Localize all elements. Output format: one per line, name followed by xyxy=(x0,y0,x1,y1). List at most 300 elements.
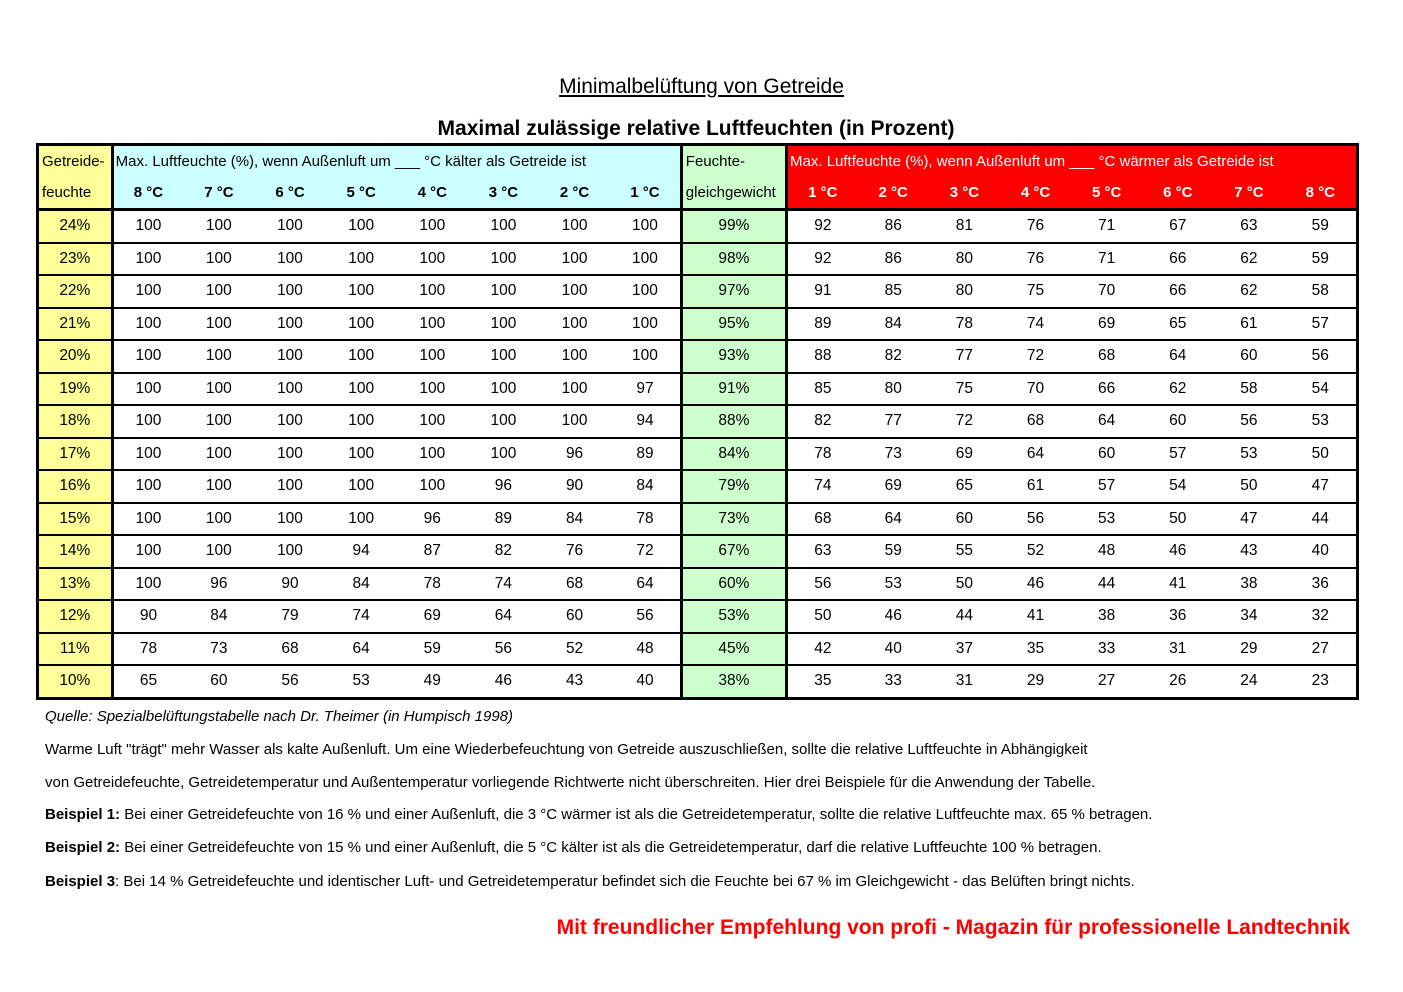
cold-value-cell: 100 xyxy=(610,308,681,341)
cold-degree-header: 4 °C xyxy=(397,177,468,210)
warm-value-cell: 29 xyxy=(1000,665,1071,697)
equilibrium-cell: 73% xyxy=(681,503,786,536)
warm-value-cell: 53 xyxy=(1071,503,1142,536)
cold-value-cell: 84 xyxy=(183,600,254,633)
warm-value-cell: 82 xyxy=(787,405,858,438)
warm-value-cell: 70 xyxy=(1071,275,1142,308)
cold-value-cell: 100 xyxy=(326,210,397,243)
cold-value-cell: 100 xyxy=(397,275,468,308)
warm-value-cell: 64 xyxy=(858,503,929,536)
cold-value-cell: 100 xyxy=(254,438,325,471)
warm-value-cell: 84 xyxy=(858,308,929,341)
cold-degree-header: 7 °C xyxy=(183,177,254,210)
cold-value-cell: 100 xyxy=(183,275,254,308)
equilibrium-cell: 95% xyxy=(681,308,786,341)
warm-value-cell: 59 xyxy=(858,535,929,568)
warm-value-cell: 24 xyxy=(1213,665,1284,697)
cold-value-cell: 100 xyxy=(468,275,539,308)
warm-value-cell: 35 xyxy=(787,665,858,697)
example-1-text: Bei einer Getreidefeuchte von 16 % und einer Außenluft, die 3 °C wärmer ist als die Getreidetemperatur, sollte die relative Luftfeuchte max. 65 % betragen. xyxy=(120,806,1153,823)
warm-value-cell: 75 xyxy=(1000,275,1071,308)
warm-group-header: Max. Luftfeuchte (%), wenn Außenluft um ___ °C wärmer als Getreide ist xyxy=(787,146,1356,177)
cold-value-cell: 100 xyxy=(326,275,397,308)
warm-value-cell: 63 xyxy=(1213,210,1284,243)
cold-value-cell: 100 xyxy=(112,470,183,503)
cold-value-cell: 52 xyxy=(539,633,610,666)
header-row-1 xyxy=(39,146,1356,177)
cold-value-cell: 84 xyxy=(539,503,610,536)
warm-value-cell: 38 xyxy=(1071,600,1142,633)
cold-value-cell: 100 xyxy=(326,373,397,406)
cold-value-cell: 100 xyxy=(112,373,183,406)
cold-value-cell: 100 xyxy=(397,340,468,373)
cold-degree-header: 2 °C xyxy=(539,177,610,210)
warm-value-cell: 57 xyxy=(1071,470,1142,503)
cold-value-cell: 100 xyxy=(254,308,325,341)
humidity-table xyxy=(39,146,1356,697)
example-3-label: Beispiel 3 xyxy=(45,873,116,890)
moisture-cell: 22% xyxy=(39,275,112,308)
cold-value-cell: 64 xyxy=(326,633,397,666)
equilibrium-cell: 79% xyxy=(681,470,786,503)
table-row xyxy=(39,503,1356,536)
cold-value-cell: 56 xyxy=(468,633,539,666)
cold-value-cell: 100 xyxy=(183,535,254,568)
cold-value-cell: 56 xyxy=(610,600,681,633)
cold-value-cell: 96 xyxy=(539,438,610,471)
cold-value-cell: 100 xyxy=(112,210,183,243)
warm-value-cell: 37 xyxy=(929,633,1000,666)
cold-value-cell: 100 xyxy=(254,503,325,536)
cold-value-cell: 94 xyxy=(610,405,681,438)
warm-value-cell: 60 xyxy=(1142,405,1213,438)
warm-value-cell: 76 xyxy=(1000,243,1071,276)
cold-value-cell: 100 xyxy=(112,535,183,568)
cold-value-cell: 100 xyxy=(254,535,325,568)
warm-value-cell: 38 xyxy=(1213,568,1284,601)
cold-degree-header: 3 °C xyxy=(468,177,539,210)
cold-degree-header: 1 °C xyxy=(610,177,681,210)
warm-value-cell: 36 xyxy=(1285,568,1357,601)
warm-value-cell: 27 xyxy=(1071,665,1142,697)
warm-value-cell: 59 xyxy=(1285,210,1357,243)
warm-value-cell: 50 xyxy=(787,600,858,633)
cold-value-cell: 100 xyxy=(183,210,254,243)
equilibrium-cell: 67% xyxy=(681,535,786,568)
table-row xyxy=(39,665,1356,697)
cold-value-cell: 100 xyxy=(539,308,610,341)
warm-value-cell: 64 xyxy=(1142,340,1213,373)
cold-value-cell: 100 xyxy=(326,438,397,471)
moisture-cell: 16% xyxy=(39,470,112,503)
cold-value-cell: 79 xyxy=(254,600,325,633)
cold-value-cell: 100 xyxy=(468,373,539,406)
cold-value-cell: 100 xyxy=(326,405,397,438)
page-subtitle: Maximal zulässige relative Luftfeuchten (in Prozent) xyxy=(437,117,955,140)
warm-value-cell: 77 xyxy=(929,340,1000,373)
warm-value-cell: 81 xyxy=(929,210,1000,243)
source-note: Quelle: Spezialbelüftungstabelle nach Dr. Theimer (in Humpisch 1998) xyxy=(45,708,514,725)
warm-value-cell: 62 xyxy=(1142,373,1213,406)
equilibrium-cell: 88% xyxy=(681,405,786,438)
table-row xyxy=(39,470,1356,503)
cold-value-cell: 43 xyxy=(539,665,610,697)
warm-value-cell: 35 xyxy=(1000,633,1071,666)
cold-value-cell: 100 xyxy=(254,470,325,503)
cold-value-cell: 53 xyxy=(326,665,397,697)
moisture-cell: 21% xyxy=(39,308,112,341)
cold-value-cell: 100 xyxy=(183,308,254,341)
cold-value-cell: 73 xyxy=(183,633,254,666)
warm-value-cell: 76 xyxy=(1000,210,1071,243)
table-row xyxy=(39,535,1356,568)
warm-value-cell: 53 xyxy=(1213,438,1284,471)
warm-value-cell: 47 xyxy=(1213,503,1284,536)
cold-value-cell: 100 xyxy=(397,243,468,276)
warm-value-cell: 46 xyxy=(858,600,929,633)
warm-value-cell: 92 xyxy=(787,210,858,243)
table-row xyxy=(39,600,1356,633)
warm-value-cell: 33 xyxy=(858,665,929,697)
warm-value-cell: 85 xyxy=(858,275,929,308)
equilibrium-cell: 45% xyxy=(681,633,786,666)
cold-value-cell: 100 xyxy=(112,568,183,601)
warm-value-cell: 61 xyxy=(1213,308,1284,341)
warm-value-cell: 69 xyxy=(1071,308,1142,341)
example-1-label: Beispiel 1: xyxy=(45,806,121,823)
cold-value-cell: 84 xyxy=(610,470,681,503)
cold-value-cell: 100 xyxy=(539,405,610,438)
table-row xyxy=(39,568,1356,601)
cold-value-cell: 100 xyxy=(468,243,539,276)
cold-value-cell: 100 xyxy=(112,438,183,471)
warm-value-cell: 85 xyxy=(787,373,858,406)
warm-value-cell: 32 xyxy=(1285,600,1357,633)
warm-value-cell: 50 xyxy=(1285,438,1357,471)
cold-value-cell: 48 xyxy=(610,633,681,666)
warm-value-cell: 46 xyxy=(1000,568,1071,601)
cold-value-cell: 100 xyxy=(112,503,183,536)
warm-value-cell: 72 xyxy=(929,405,1000,438)
warm-value-cell: 48 xyxy=(1071,535,1142,568)
example-2-text: Bei einer Getreidefeuchte von 15 % und einer Außenluft, die 5 °C kälter ist als die Getreidetemperatur, darf die relative Luftfeuchte 100 % betragen. xyxy=(120,839,1102,856)
footer-recommendation: Mit freundlicher Empfehlung von profi - Magazin für professionelle Landtechnik xyxy=(556,916,1350,939)
cold-value-cell: 64 xyxy=(468,600,539,633)
warm-value-cell: 68 xyxy=(1071,340,1142,373)
cold-value-cell: 59 xyxy=(397,633,468,666)
warm-degree-header: 6 °C xyxy=(1142,177,1213,210)
cold-degree-header: 6 °C xyxy=(254,177,325,210)
cold-value-cell: 100 xyxy=(183,470,254,503)
cold-value-cell: 97 xyxy=(610,373,681,406)
moisture-cell: 19% xyxy=(39,373,112,406)
warm-value-cell: 77 xyxy=(858,405,929,438)
warm-value-cell: 41 xyxy=(1142,568,1213,601)
moisture-cell: 13% xyxy=(39,568,112,601)
warm-value-cell: 60 xyxy=(929,503,1000,536)
cold-value-cell: 56 xyxy=(254,665,325,697)
cold-value-cell: 100 xyxy=(112,405,183,438)
warm-value-cell: 63 xyxy=(787,535,858,568)
example-3-text: : Bei 14 % Getreidefeuchte und identischer Luft- und Getreidetemperatur befindet sich die Feuchte bei 67 % im Gleichgewicht - das Belüften bringt nichts. xyxy=(115,873,1135,890)
warm-degree-header: 8 °C xyxy=(1285,177,1357,210)
cold-value-cell: 90 xyxy=(112,600,183,633)
cold-value-cell: 76 xyxy=(539,535,610,568)
cold-value-cell: 96 xyxy=(397,503,468,536)
cold-value-cell: 100 xyxy=(397,308,468,341)
cold-value-cell: 100 xyxy=(539,275,610,308)
warm-value-cell: 71 xyxy=(1071,210,1142,243)
warm-value-cell: 80 xyxy=(929,275,1000,308)
warm-value-cell: 72 xyxy=(1000,340,1071,373)
cold-value-cell: 60 xyxy=(183,665,254,697)
warm-degree-header: 1 °C xyxy=(787,177,858,210)
cold-value-cell: 100 xyxy=(254,405,325,438)
example-2 xyxy=(45,839,1102,856)
warm-value-cell: 78 xyxy=(929,308,1000,341)
table-row xyxy=(39,243,1356,276)
warm-value-cell: 50 xyxy=(1142,503,1213,536)
warm-degree-header: 7 °C xyxy=(1213,177,1284,210)
warm-value-cell: 86 xyxy=(858,210,929,243)
example-1 xyxy=(45,806,1152,823)
warm-value-cell: 64 xyxy=(1000,438,1071,471)
warm-value-cell: 64 xyxy=(1071,405,1142,438)
cold-value-cell: 100 xyxy=(112,340,183,373)
warm-value-cell: 59 xyxy=(1285,243,1357,276)
cold-value-cell: 96 xyxy=(183,568,254,601)
cold-value-cell: 100 xyxy=(539,373,610,406)
table-row xyxy=(39,275,1356,308)
warm-value-cell: 61 xyxy=(1000,470,1071,503)
cold-value-cell: 89 xyxy=(468,503,539,536)
warm-value-cell: 42 xyxy=(787,633,858,666)
warm-value-cell: 50 xyxy=(929,568,1000,601)
table-row xyxy=(39,340,1356,373)
moisture-cell: 14% xyxy=(39,535,112,568)
cold-value-cell: 89 xyxy=(610,438,681,471)
table-row xyxy=(39,405,1356,438)
warm-value-cell: 88 xyxy=(787,340,858,373)
cold-value-cell: 100 xyxy=(397,405,468,438)
cold-value-cell: 100 xyxy=(610,340,681,373)
table-row xyxy=(39,438,1356,471)
warm-value-cell: 70 xyxy=(1000,373,1071,406)
warm-value-cell: 31 xyxy=(1142,633,1213,666)
table-row xyxy=(39,308,1356,341)
equilibrium-cell: 99% xyxy=(681,210,786,243)
cold-value-cell: 100 xyxy=(397,438,468,471)
cold-group-header: Max. Luftfeuchte (%), wenn Außenluft um ___ °C kälter als Getreide ist xyxy=(112,146,681,177)
cold-value-cell: 100 xyxy=(183,503,254,536)
moisture-cell: 12% xyxy=(39,600,112,633)
equilibrium-cell: 93% xyxy=(681,340,786,373)
warm-value-cell: 69 xyxy=(929,438,1000,471)
warm-value-cell: 80 xyxy=(929,243,1000,276)
table-row xyxy=(39,210,1356,243)
warm-value-cell: 60 xyxy=(1071,438,1142,471)
moisture-cell: 18% xyxy=(39,405,112,438)
cold-value-cell: 100 xyxy=(326,308,397,341)
moisture-cell: 15% xyxy=(39,503,112,536)
cold-value-cell: 100 xyxy=(610,275,681,308)
warm-value-cell: 55 xyxy=(929,535,1000,568)
moisture-header-top: Getreide- xyxy=(39,146,112,177)
example-2-label: Beispiel 2: xyxy=(45,839,121,856)
warm-value-cell: 40 xyxy=(1285,535,1357,568)
equilibrium-cell: 38% xyxy=(681,665,786,697)
warm-value-cell: 56 xyxy=(1000,503,1071,536)
warm-value-cell: 53 xyxy=(858,568,929,601)
warm-value-cell: 54 xyxy=(1285,373,1357,406)
warm-value-cell: 75 xyxy=(929,373,1000,406)
cold-value-cell: 100 xyxy=(610,210,681,243)
warm-value-cell: 56 xyxy=(1285,340,1357,373)
cold-value-cell: 100 xyxy=(539,210,610,243)
cold-value-cell: 100 xyxy=(254,243,325,276)
cold-value-cell: 90 xyxy=(254,568,325,601)
moisture-cell: 11% xyxy=(39,633,112,666)
warm-value-cell: 31 xyxy=(929,665,1000,697)
cold-value-cell: 100 xyxy=(183,243,254,276)
moisture-cell: 17% xyxy=(39,438,112,471)
warm-value-cell: 74 xyxy=(787,470,858,503)
equilibrium-cell: 98% xyxy=(681,243,786,276)
moisture-header-bottom: feuchte xyxy=(39,177,112,210)
warm-value-cell: 26 xyxy=(1142,665,1213,697)
warm-value-cell: 68 xyxy=(1000,405,1071,438)
warm-value-cell: 29 xyxy=(1213,633,1284,666)
cold-value-cell: 100 xyxy=(397,210,468,243)
warm-value-cell: 66 xyxy=(1071,373,1142,406)
cold-value-cell: 100 xyxy=(112,275,183,308)
cold-value-cell: 100 xyxy=(326,470,397,503)
warm-value-cell: 46 xyxy=(1142,535,1213,568)
cold-value-cell: 100 xyxy=(326,503,397,536)
warm-value-cell: 60 xyxy=(1213,340,1284,373)
warm-value-cell: 67 xyxy=(1142,210,1213,243)
warm-value-cell: 66 xyxy=(1142,243,1213,276)
explanation-line-2: von Getreidefeuchte, Getreidetemperatur und Außentemperatur vorliegende Richtwerte nicht überschreiten. Hier drei Beispiele für die Anwendung der Tabelle. xyxy=(45,774,1096,791)
warm-value-cell: 92 xyxy=(787,243,858,276)
cold-value-cell: 65 xyxy=(112,665,183,697)
cold-value-cell: 100 xyxy=(254,340,325,373)
warm-value-cell: 50 xyxy=(1213,470,1284,503)
cold-value-cell: 100 xyxy=(183,373,254,406)
cold-value-cell: 60 xyxy=(539,600,610,633)
cold-value-cell: 74 xyxy=(468,568,539,601)
equilibrium-cell: 53% xyxy=(681,600,786,633)
cold-value-cell: 100 xyxy=(254,275,325,308)
equilibrium-header-top: Feuchte- xyxy=(681,146,786,177)
warm-value-cell: 62 xyxy=(1213,275,1284,308)
warm-value-cell: 58 xyxy=(1285,275,1357,308)
cold-value-cell: 100 xyxy=(397,373,468,406)
warm-value-cell: 68 xyxy=(787,503,858,536)
equilibrium-header-bottom: gleichgewicht xyxy=(681,177,786,210)
cold-value-cell: 49 xyxy=(397,665,468,697)
warm-degree-header: 3 °C xyxy=(929,177,1000,210)
cold-value-cell: 100 xyxy=(397,470,468,503)
warm-value-cell: 53 xyxy=(1285,405,1357,438)
cold-value-cell: 46 xyxy=(468,665,539,697)
cold-value-cell: 74 xyxy=(326,600,397,633)
cold-value-cell: 68 xyxy=(254,633,325,666)
warm-value-cell: 36 xyxy=(1142,600,1213,633)
cold-value-cell: 100 xyxy=(183,438,254,471)
warm-value-cell: 23 xyxy=(1285,665,1357,697)
warm-value-cell: 71 xyxy=(1071,243,1142,276)
warm-value-cell: 56 xyxy=(787,568,858,601)
cold-value-cell: 96 xyxy=(468,470,539,503)
warm-value-cell: 47 xyxy=(1285,470,1357,503)
warm-value-cell: 54 xyxy=(1142,470,1213,503)
cold-value-cell: 78 xyxy=(397,568,468,601)
table-row xyxy=(39,633,1356,666)
moisture-cell: 23% xyxy=(39,243,112,276)
warm-value-cell: 56 xyxy=(1213,405,1284,438)
warm-value-cell: 44 xyxy=(929,600,1000,633)
cold-value-cell: 100 xyxy=(468,405,539,438)
warm-value-cell: 52 xyxy=(1000,535,1071,568)
moisture-cell: 24% xyxy=(39,210,112,243)
cold-value-cell: 100 xyxy=(468,340,539,373)
warm-value-cell: 82 xyxy=(858,340,929,373)
warm-value-cell: 41 xyxy=(1000,600,1071,633)
cold-value-cell: 100 xyxy=(326,243,397,276)
warm-value-cell: 33 xyxy=(1071,633,1142,666)
cold-value-cell: 78 xyxy=(112,633,183,666)
equilibrium-cell: 84% xyxy=(681,438,786,471)
equilibrium-cell: 60% xyxy=(681,568,786,601)
warm-degree-header: 4 °C xyxy=(1000,177,1071,210)
cold-value-cell: 100 xyxy=(468,308,539,341)
warm-value-cell: 58 xyxy=(1213,373,1284,406)
moisture-cell: 20% xyxy=(39,340,112,373)
warm-value-cell: 74 xyxy=(1000,308,1071,341)
cold-value-cell: 84 xyxy=(326,568,397,601)
page-title: Minimalbelüftung von Getreide xyxy=(559,75,844,98)
cold-value-cell: 100 xyxy=(610,243,681,276)
cold-degree-header: 8 °C xyxy=(112,177,183,210)
cold-value-cell: 100 xyxy=(112,243,183,276)
explanation-line-1: Warme Luft "trägt" mehr Wasser als kalte Außenluft. Um eine Wiederbefeuchtung von Getreide auszuschließen, sollte die relative Luftfeuchte in Abhängigkeit xyxy=(45,741,1088,758)
warm-value-cell: 40 xyxy=(858,633,929,666)
cold-value-cell: 100 xyxy=(254,210,325,243)
warm-value-cell: 62 xyxy=(1213,243,1284,276)
cold-value-cell: 100 xyxy=(468,210,539,243)
cold-value-cell: 100 xyxy=(183,405,254,438)
cold-value-cell: 100 xyxy=(539,340,610,373)
warm-degree-header: 2 °C xyxy=(858,177,929,210)
warm-value-cell: 86 xyxy=(858,243,929,276)
warm-value-cell: 57 xyxy=(1285,308,1357,341)
cold-value-cell: 68 xyxy=(539,568,610,601)
equilibrium-cell: 91% xyxy=(681,373,786,406)
warm-value-cell: 66 xyxy=(1142,275,1213,308)
cold-value-cell: 40 xyxy=(610,665,681,697)
cold-value-cell: 87 xyxy=(397,535,468,568)
warm-value-cell: 69 xyxy=(858,470,929,503)
warm-value-cell: 73 xyxy=(858,438,929,471)
warm-value-cell: 44 xyxy=(1071,568,1142,601)
warm-degree-header: 5 °C xyxy=(1071,177,1142,210)
warm-value-cell: 80 xyxy=(858,373,929,406)
table-row xyxy=(39,373,1356,406)
cold-value-cell: 100 xyxy=(112,308,183,341)
warm-value-cell: 65 xyxy=(929,470,1000,503)
cold-value-cell: 82 xyxy=(468,535,539,568)
